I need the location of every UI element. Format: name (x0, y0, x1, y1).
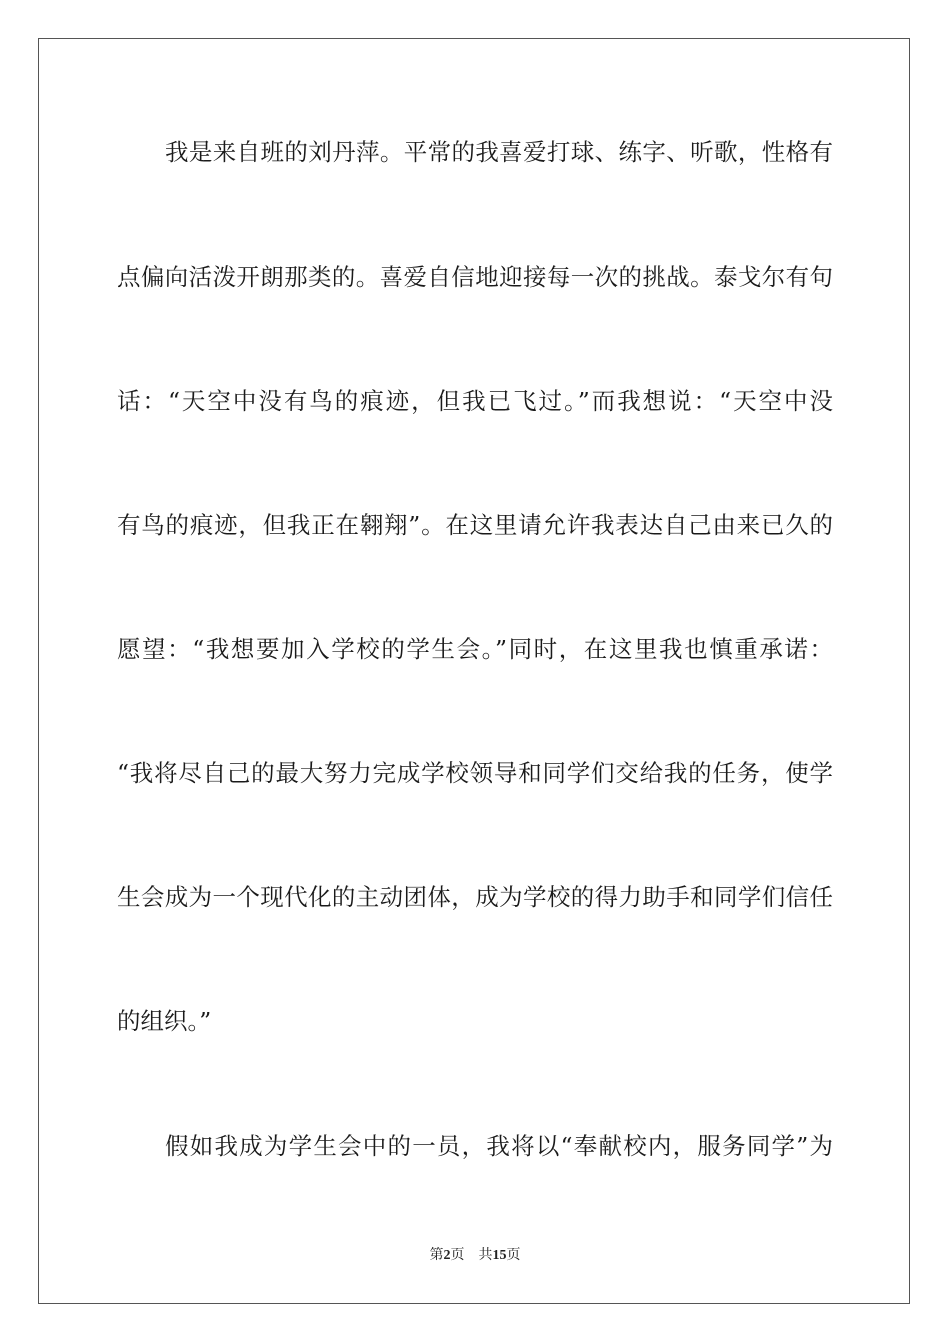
paragraph-line: 的组织。” (117, 1007, 212, 1035)
paragraph-line: 生会成为一个现代化的主动团体，成为学校的得力助手和同学们信任 (117, 883, 833, 911)
paragraph-line: “我将尽自己的最大努力完成学校领导和同学们交给我的任务，使学 (117, 759, 833, 787)
paragraph-line: 点偏向活泼开朗那类的。喜爱自信地迎接每一次的挑战。泰戈尔有句 (117, 263, 833, 291)
paragraph-line: 有鸟的痕迹，但我正在翱翔”。在这里请允许我表达自己由来已久的 (117, 511, 833, 539)
paragraph-line: 话：“天空中没有鸟的痕迹，但我已飞过。”而我想说：“天空中没 (117, 387, 833, 415)
paragraph-line: 假如我成为学生会中的一员，我将以“奉献校内，服务同学”为 (165, 1132, 833, 1160)
page-label-suffix: 页 (450, 1248, 465, 1263)
total-label-prefix: 共 (478, 1248, 493, 1263)
paragraph-line: 我是来自班的刘丹萍。平常的我喜爱打球、练字、听歌，性格有 (165, 138, 833, 166)
page-number: 2 (443, 1248, 451, 1263)
paragraph-line: 愿望：“我想要加入学校的学生会。”同时，在这里我也慎重承诺： (117, 635, 833, 663)
page-border (38, 38, 910, 1304)
total-label-suffix: 页 (506, 1248, 521, 1263)
page-footer (0, 1247, 950, 1265)
page-label-prefix: 第 (429, 1248, 444, 1263)
total-pages: 15 (492, 1248, 507, 1263)
